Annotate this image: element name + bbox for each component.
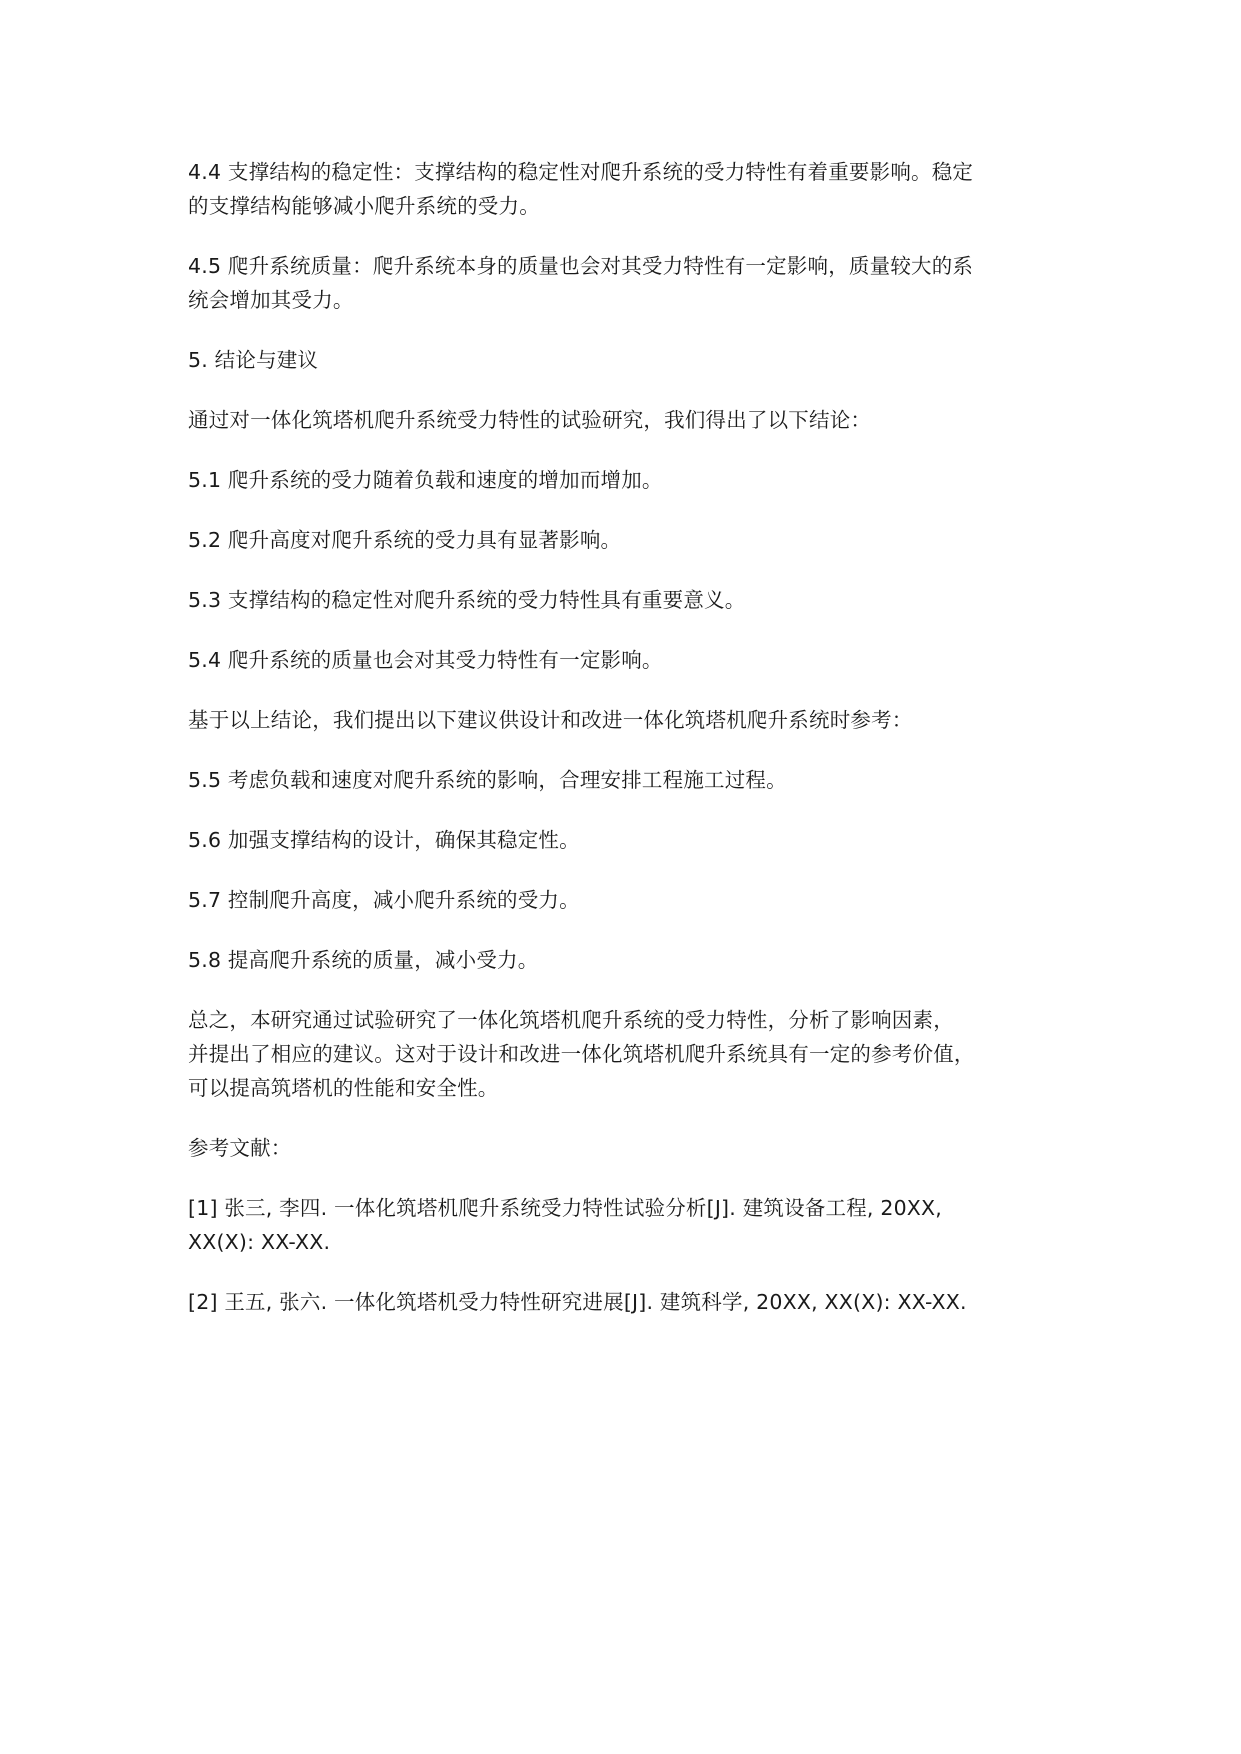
reference-item-1: [1] 张三, 李四. 一体化筑塔机爬升系统受力特性试验分析[J]. 建筑设备工程, 20XX, XX(X): XX-XX. <box>188 1196 943 1254</box>
document-body <box>188 155 1068 1345</box>
reference-item-2: [2] 王五, 张六. 一体化筑塔机受力特性研究进展[J]. 建筑科学, 20XX, XX(X): XX-XX. <box>188 1290 967 1314</box>
paragraph-suggestions-intro: 基于以上结论，我们提出以下建议供设计和改进一体化筑塔机爬升系统时参考： <box>188 708 913 732</box>
paragraph-4-4-support-stability: 4.4 支撑结构的稳定性：支撑结构的稳定性对爬升系统的受力特性有着重要影响。稳定 的支撑结构能够减小爬升系统的受力。 <box>188 160 974 218</box>
paragraph-5-7: 5.7 控制爬升高度，减小爬升系统的受力。 <box>188 888 580 912</box>
paragraph-summary: 总之，本研究通过试验研究了一体化筑塔机爬升系统的受力特性，分析了影响因素， 并提出了相应的建议。这对于设计和改进一体化筑塔机爬升系统具有一定的参考价值， 可以提高筑塔机的性能和安全性。 <box>188 1008 975 1100</box>
paragraph-conclusion-intro: 通过对一体化筑塔机爬升系统受力特性的试验研究，我们得出了以下结论： <box>188 408 872 432</box>
paragraph-5-2: 5.2 爬升高度对爬升系统的受力具有显著影响。 <box>188 528 622 552</box>
references-heading: 参考文献： <box>188 1136 292 1160</box>
paragraph-5-3: 5.3 支撑结构的稳定性对爬升系统的受力特性具有重要意义。 <box>188 588 746 612</box>
paragraph-4-5-system-mass: 4.5 爬升系统质量：爬升系统本身的质量也会对其受力特性有一定影响，质量较大的系 统会增加其受力。 <box>188 254 974 312</box>
paragraph-5-6: 5.6 加强支撑结构的设计，确保其稳定性。 <box>188 828 580 852</box>
paragraph-5-1: 5.1 爬升系统的受力随着负载和速度的增加而增加。 <box>188 468 663 492</box>
paragraph-5-8: 5.8 提高爬升系统的质量，减小受力。 <box>188 948 539 972</box>
paragraph-5-5: 5.5 考虑负载和速度对爬升系统的影响，合理安排工程施工过程。 <box>188 768 787 792</box>
paragraph-5-4: 5.4 爬升系统的质量也会对其受力特性有一定影响。 <box>188 648 663 672</box>
section-heading-conclusions: 5. 结论与建议 <box>188 348 319 372</box>
